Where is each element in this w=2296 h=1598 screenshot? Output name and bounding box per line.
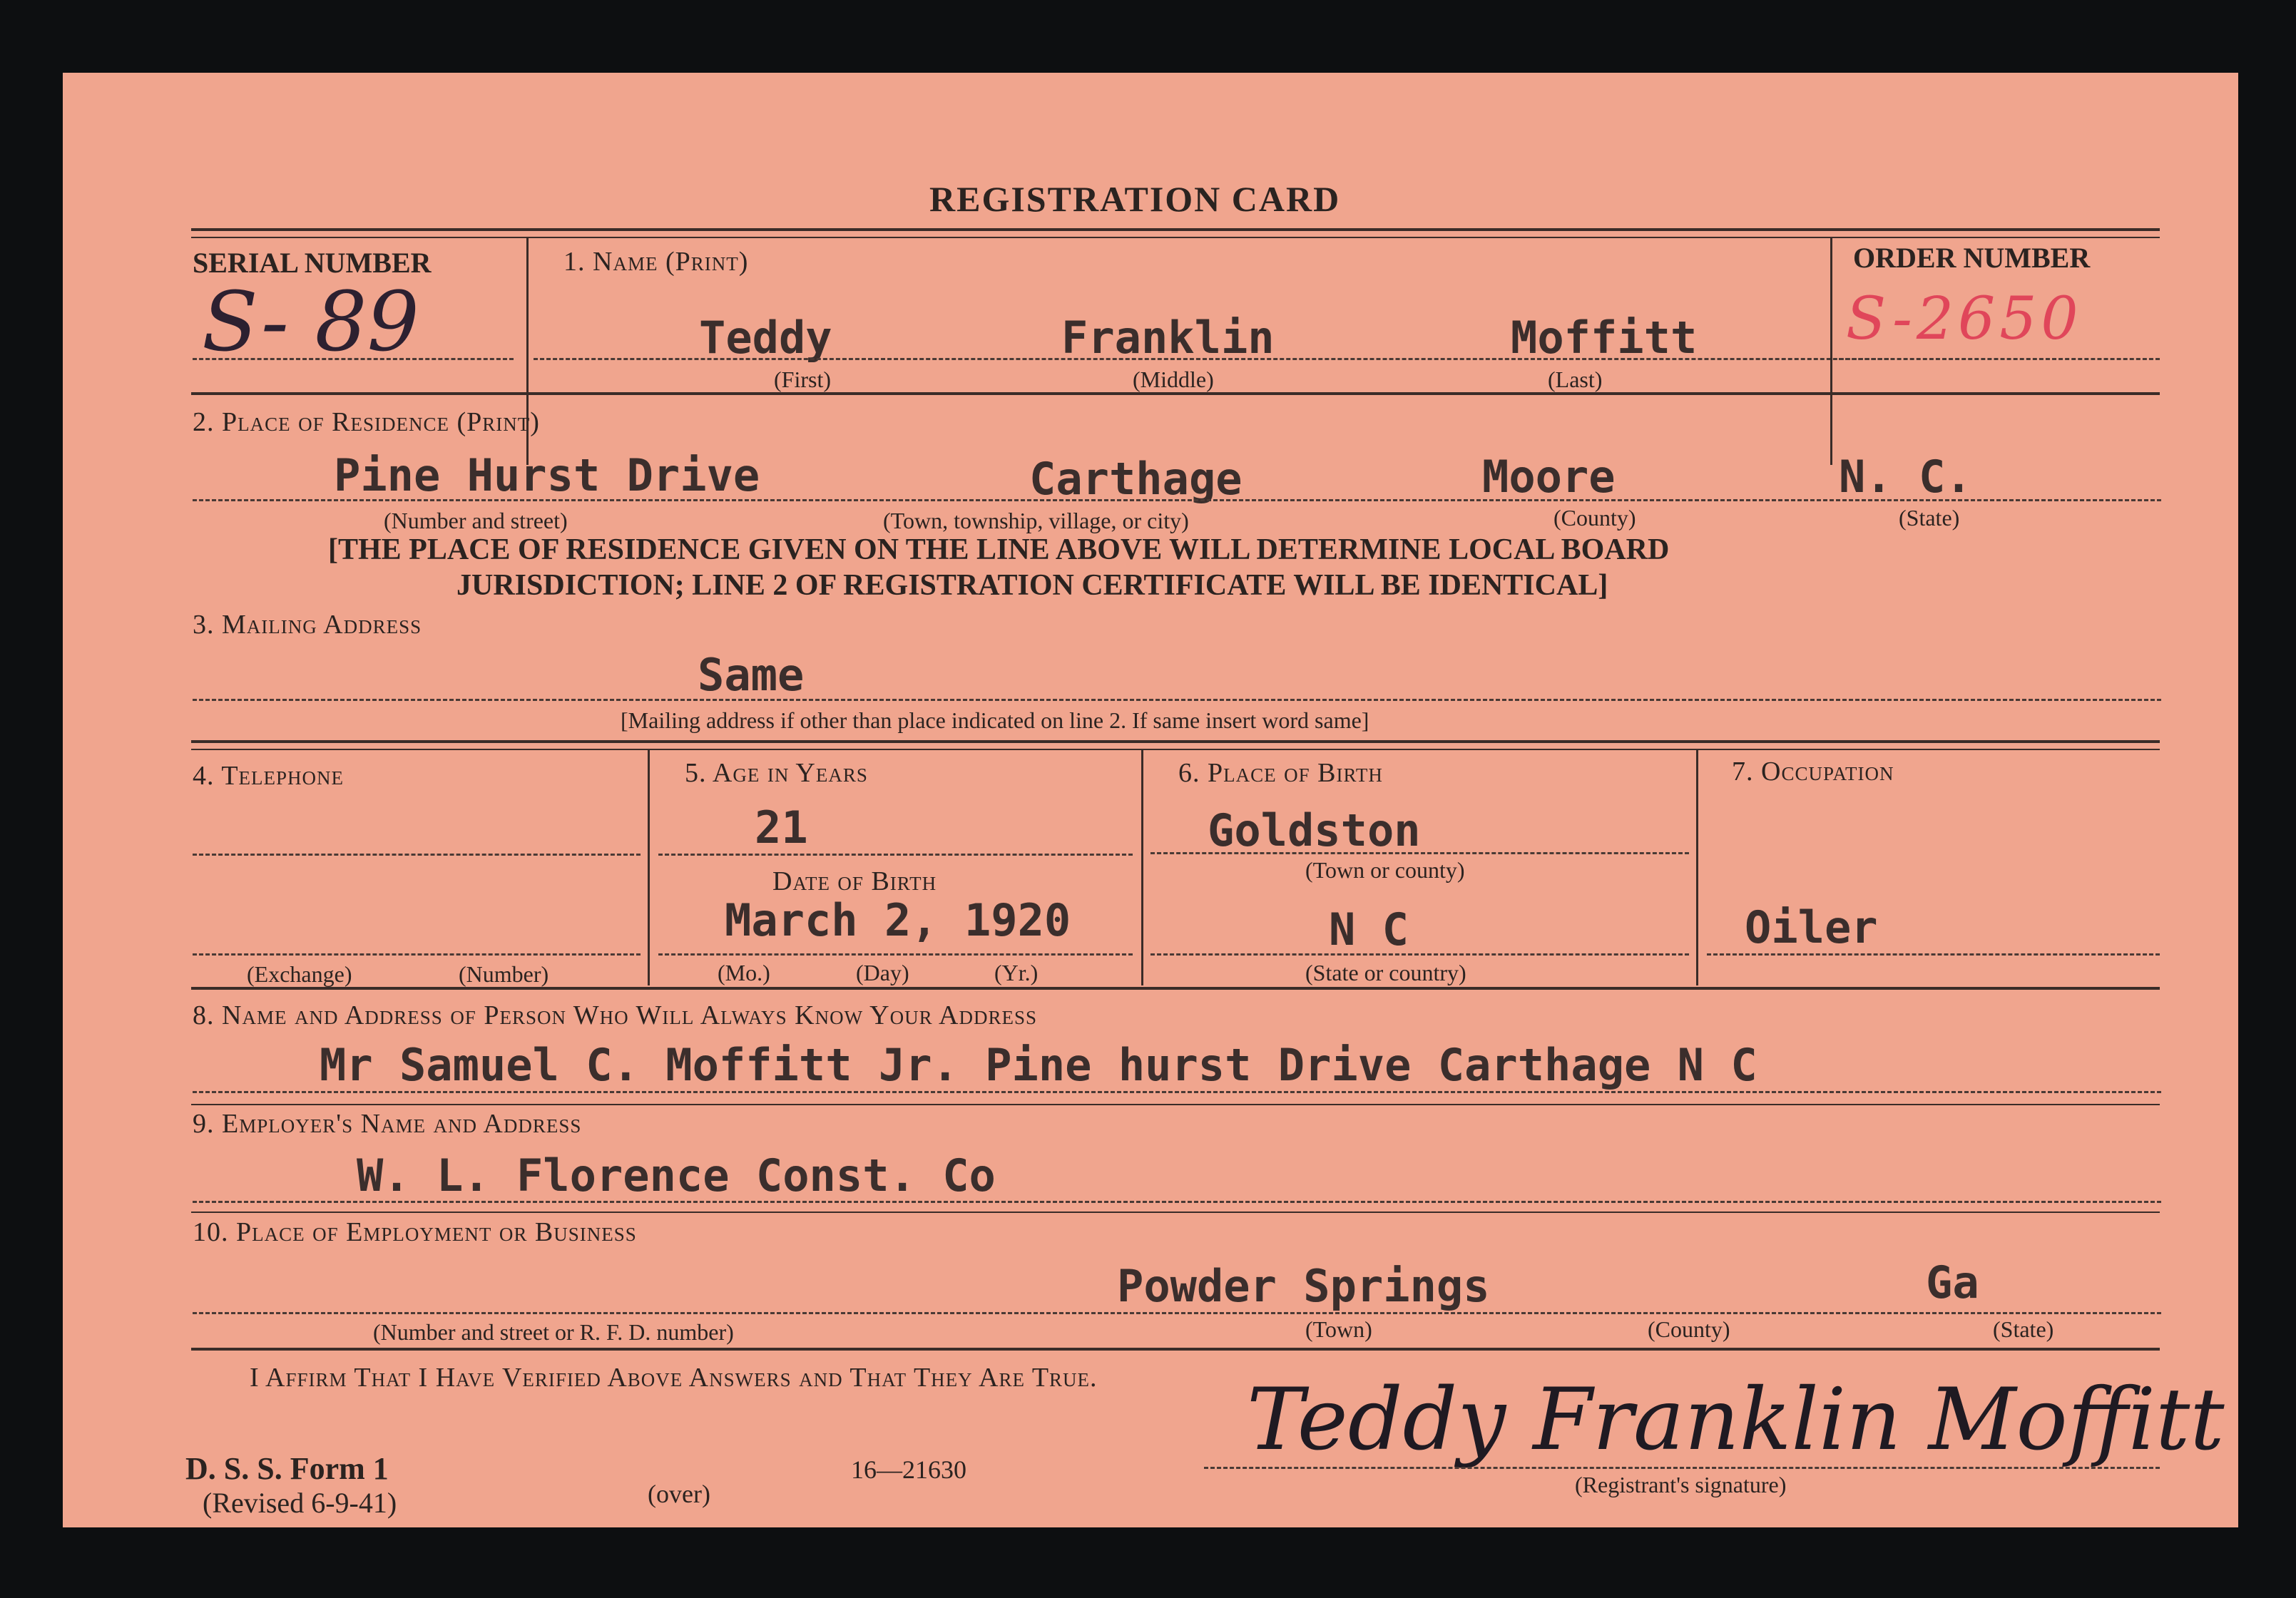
dob-mo-label: (Mo.) [718,960,770,985]
name-first-label: (First) [774,367,831,392]
residence-label: 2. Place of Residence (Print) [193,407,540,437]
rule [191,749,2160,750]
signature-label: (Registrant's signature) [1575,1472,1787,1497]
signature: Teddy Franklin Moffitt [1247,1371,2225,1470]
age-line [658,854,1133,856]
rule [191,1104,2160,1105]
employment-county-label: (County) [1648,1316,1730,1342]
name-last: Moffitt [1511,312,1698,364]
form-over: (over) [648,1480,710,1508]
divider [648,750,650,985]
birthplace-town: Goldston [1208,804,1421,856]
name-last-label: (Last) [1548,367,1603,392]
divider [1830,238,1832,465]
occupation-value: Oiler [1745,901,1878,953]
residence-street: Pine Hurst Drive [334,449,760,501]
employment-town-label: (Town) [1305,1316,1372,1342]
occupation-line [1707,953,2160,956]
contact-line [193,1091,2161,1093]
form-code: 16—21630 [851,1455,966,1484]
residence-note-line2: JURISDICTION; LINE 2 OF REGISTRATION CERTIFICATE WILL BE IDENTICAL] [456,569,1608,602]
serial-label: SERIAL NUMBER [193,247,432,279]
order-line [1839,358,2160,360]
rule [191,237,2160,238]
contact-label: 8. Name and Address of Person Who Will Always Know Your Address [193,1000,1038,1030]
name-middle: Franklin [1061,312,1275,364]
birthplace-label: 6. Place of Birth [1178,758,1383,788]
mailing-label: 3. Mailing Address [193,610,422,640]
form-revised: (Revised 6-9-41) [203,1487,397,1519]
residence-town-label: (Town, township, village, or city) [883,508,1189,533]
employment-state: Ga [1926,1256,1979,1308]
order-value: S-2650 [1846,285,2083,353]
divider [1696,750,1698,985]
mailing-note: [Mailing address if other than place indicated on line 2. If same insert word same] [621,707,1369,733]
form-name: D. S. S. Form 1 [185,1451,389,1486]
rule [191,392,2160,395]
signature-line [1204,1467,2160,1469]
birthplace-state-label: (State or country) [1305,960,1466,985]
dob-line [658,953,1133,956]
employment-town: Powder Springs [1117,1260,1490,1312]
name-middle-label: (Middle) [1133,367,1214,392]
dob-label: Date of Birth [772,866,937,896]
rule [191,228,2160,231]
rule [191,740,2160,743]
rule [191,987,2160,990]
affirm-text: I Affirm That I Have Verified Above Answers and That They Are True. [250,1363,1098,1393]
residence-line [193,499,2161,501]
mailing-line [193,699,2161,701]
employer-line [193,1201,2161,1203]
employment-state-label: (State) [1993,1316,2054,1342]
name-label: 1. Name (Print) [563,247,749,277]
employment-street-label: (Number and street or R. F. D. number) [373,1319,734,1345]
dob-value: March 2, 1920 [725,894,1071,946]
dob-day-label: (Day) [856,960,909,985]
registration-card [63,73,2238,1527]
birthplace-line [1150,852,1689,854]
name-line [534,358,1889,360]
telephone-line [193,953,641,956]
serial-value: S- 89 [202,275,419,370]
age-label: 5. Age in Years [685,758,868,788]
telephone-label: 4. Telephone [193,761,345,791]
residence-county: Moore [1482,451,1616,503]
residence-county-label: (County) [1553,505,1636,531]
occupation-label: 7. Occupation [1732,757,1894,787]
employment-label: 10. Place of Employment or Business [193,1217,637,1247]
residence-state: N. C. [1839,451,1972,503]
age-value: 21 [755,801,808,854]
serial-line [193,358,514,360]
telephone-number-label: (Number) [459,961,549,987]
residence-town: Carthage [1029,453,1243,505]
employer-value: W. L. Florence Const. Co [357,1149,996,1202]
name-first: Teddy [699,312,832,364]
employer-label: 9. Employer's Name and Address [193,1109,582,1139]
birthplace-state: N C [1329,903,1409,956]
birthplace-state-line [1150,953,1689,956]
telephone-line [193,854,641,856]
birthplace-town-label: (Town or county) [1305,857,1465,883]
mailing-value: Same [698,649,805,701]
card-title: REGISTRATION CARD [929,179,1341,219]
dob-yr-label: (Yr.) [994,960,1039,985]
employment-line [193,1312,2161,1314]
residence-state-label: (State) [1899,505,1960,531]
rule [191,1348,2160,1351]
divider [1141,750,1143,985]
residence-note-line1: [THE PLACE OF RESIDENCE GIVEN ON THE LINE ABOVE WILL DETERMINE LOCAL BOARD [328,533,1670,566]
residence-street-label: (Number and street) [384,508,568,533]
order-label: ORDER NUMBER [1853,242,2091,274]
rule [191,1212,2160,1213]
contact-value: Mr Samuel C. Moffitt Jr. Pine hurst Drive Carthage N C [320,1039,1757,1091]
telephone-exchange-label: (Exchange) [247,961,352,987]
